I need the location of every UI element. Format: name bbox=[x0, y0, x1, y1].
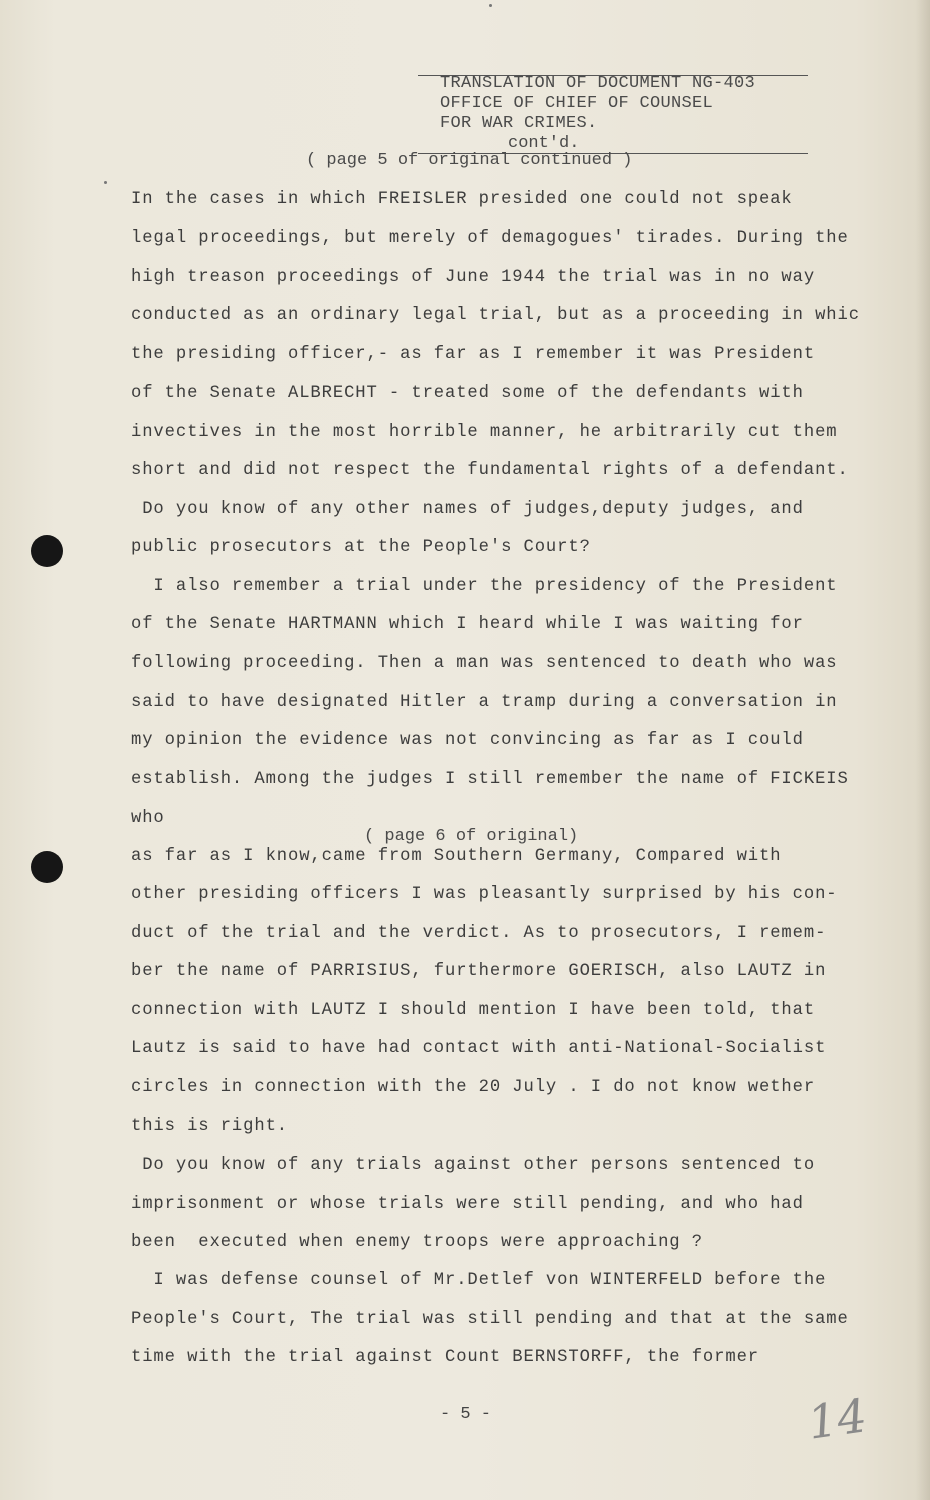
handwritten-page-number: 14 bbox=[804, 1388, 871, 1450]
body-line: of the Senate HARTMANN which I heard while I was waiting for bbox=[131, 615, 804, 634]
body-line: I also remember a trial under the presidency of the President bbox=[131, 577, 838, 596]
header-war-crimes: FOR WAR CRIMES. bbox=[440, 114, 598, 133]
body-line: connection with LAUTZ I should mention I have been told, that bbox=[131, 1001, 816, 1020]
body-line: invectives in the most horrible manner, he arbitrarily cut them bbox=[131, 423, 838, 442]
speck-mark bbox=[104, 181, 107, 184]
body-line: In the cases in which FREISLER presided one could not speak bbox=[131, 190, 793, 209]
body-line: People's Court, The trial was still pending and that at the same bbox=[131, 1310, 849, 1329]
body-line: ber the name of PARRISIUS, furthermore GOERISCH, also LAUTZ in bbox=[131, 962, 827, 981]
body-line: high treason proceedings of June 1944 the trial was in no way bbox=[131, 268, 816, 287]
body-line: Lautz is said to have had contact with anti-National-Socialist bbox=[131, 1039, 827, 1058]
body-line: short and did not respect the fundamental rights of a defendant. bbox=[131, 461, 849, 480]
body-line: conducted as an ordinary legal trial, but as a proceeding in whic bbox=[131, 306, 860, 325]
body-line: other presiding officers I was pleasantly surprised by his con- bbox=[131, 885, 838, 904]
body-line: this is right. bbox=[131, 1117, 288, 1136]
header-title: TRANSLATION OF DOCUMENT NG-403 bbox=[440, 74, 756, 93]
body-line: Do you know of any other names of judges,deputy judges, and bbox=[131, 500, 804, 519]
body-line: circles in connection with the 20 July . I do not know wether bbox=[131, 1078, 816, 1097]
staple-mark bbox=[489, 4, 492, 7]
body-line: following proceeding. Then a man was sentenced to death who was bbox=[131, 654, 838, 673]
body-line: Do you know of any trials against other persons sentenced to bbox=[131, 1156, 816, 1175]
body-line: public prosecutors at the People's Court? bbox=[131, 538, 591, 557]
punch-hole bbox=[31, 535, 63, 567]
body-line: legal proceedings, but merely of demagogues' tirades. During the bbox=[131, 229, 849, 248]
page-note-top: ( page 5 of original continued ) bbox=[306, 151, 633, 170]
page-edge-shadow bbox=[916, 0, 930, 1500]
page-number: - 5 - bbox=[440, 1405, 492, 1424]
body-line: said to have designated Hitler a tramp during a conversation in bbox=[131, 693, 838, 712]
body-line: establish. Among the judges I still remember the name of FICKEIS bbox=[131, 770, 849, 789]
body-line: duct of the trial and the verdict. As to prosecutors, I remem- bbox=[131, 924, 827, 943]
punch-hole bbox=[31, 851, 63, 883]
body-line: my opinion the evidence was not convincing as far as I could bbox=[131, 731, 804, 750]
page-note-mid: ( page 6 of original) bbox=[364, 827, 579, 846]
body-line: as far as I know,came from Southern Germany, Compared with bbox=[131, 847, 782, 866]
body-line: who bbox=[131, 809, 165, 828]
body-line: time with the trial against Count BERNSTORFF, the former bbox=[131, 1348, 759, 1367]
header-office: OFFICE OF CHIEF OF COUNSEL bbox=[440, 94, 714, 113]
body-line: of the Senate ALBRECHT - treated some of the defendants with bbox=[131, 384, 804, 403]
header-contd: cont'd. bbox=[508, 134, 580, 153]
body-line: I was defense counsel of Mr.Detlef von WINTERFELD before the bbox=[131, 1271, 827, 1290]
body-line: imprisonment or whose trials were still pending, and who had bbox=[131, 1195, 804, 1214]
body-line: the presiding officer,- as far as I remember it was President bbox=[131, 345, 816, 364]
body-line: been executed when enemy troops were approaching ? bbox=[131, 1233, 703, 1252]
document-header bbox=[440, 74, 755, 134]
